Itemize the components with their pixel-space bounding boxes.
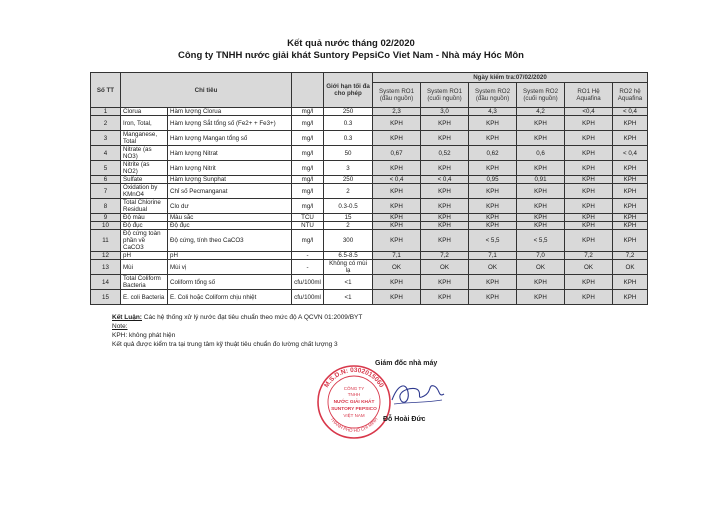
table-row	[91, 260, 648, 275]
table-row	[91, 252, 648, 260]
result-cell: OK	[613, 260, 648, 275]
result-cell: 0,6	[517, 146, 565, 161]
limit-cell: 2	[324, 184, 373, 199]
director-name: Đỗ Hoài Đức	[383, 416, 426, 423]
limit-cell: 2	[324, 222, 373, 230]
indicator-en: Oxidation by KMnO4	[121, 184, 168, 199]
director-title: Giám đốc nhà máy	[375, 360, 438, 367]
result-cell: KPH	[469, 275, 517, 290]
result-cell: KPH	[517, 214, 565, 222]
limit-cell: 250	[324, 176, 373, 184]
result-cell: KPH	[565, 161, 613, 176]
indicator-en: Total Chlorine Residual	[121, 199, 168, 214]
table-row	[91, 161, 648, 176]
indicator-en: Độ màu	[121, 214, 168, 222]
conclusion-block	[112, 313, 592, 349]
result-cell: KPH	[373, 222, 421, 230]
header-sro2-in: System RO2 (đầu nguồn)	[469, 83, 517, 108]
table-row	[91, 214, 648, 222]
header-sro1-in: System RO1 (đầu nguồn)	[373, 83, 421, 108]
note-kph: KPH: không phát hiện	[112, 332, 176, 339]
indicator-vn: Coliform tổng số	[168, 275, 292, 290]
indicator-en: Manganese, Total	[121, 131, 168, 146]
result-cell: KPH	[373, 199, 421, 214]
unit-cell: TCU	[292, 214, 324, 222]
result-cell: KPH	[373, 131, 421, 146]
indicator-en: Độ cứng toàn phần về CaCO3	[121, 230, 168, 252]
table-row	[91, 230, 648, 252]
unit-cell: NTU	[292, 222, 324, 230]
result-cell: KPH	[469, 131, 517, 146]
header-ro2: RO2 hệ Aquafina	[613, 83, 648, 108]
result-cell: OK	[373, 260, 421, 275]
result-cell: OK	[517, 260, 565, 275]
result-cell: KPH	[613, 214, 648, 222]
result-cell: KPH	[373, 290, 421, 305]
result-cell: KPH	[421, 161, 469, 176]
table-row	[91, 146, 648, 161]
result-cell: KPH	[421, 184, 469, 199]
result-cell: KPH	[469, 116, 517, 131]
result-cell: KPH	[517, 199, 565, 214]
indicator-vn: Hàm lượng Mangan tổng số	[168, 131, 292, 146]
row-number: 7	[91, 184, 121, 199]
row-number: 4	[91, 146, 121, 161]
limit-cell: <1	[324, 275, 373, 290]
conclusion-text: Các hệ thống xử lý nước đạt tiêu chuẩn theo mức độ A QCVN 01:2009/BYT	[141, 314, 363, 321]
limit-cell: 6.5-8.5	[324, 252, 373, 260]
result-cell: 7,2	[421, 252, 469, 260]
indicator-en: Iron, Total,	[121, 116, 168, 131]
indicator-vn: Hàm lượng Nitrat	[168, 146, 292, 161]
result-cell: KPH	[517, 275, 565, 290]
result-cell: KPH	[469, 161, 517, 176]
result-cell: 0,67	[373, 146, 421, 161]
note-standard: Kết quả được kiểm tra tại trung tâm kỹ thuật tiêu chuẩn đo lường chất lượng 3	[112, 341, 338, 348]
result-cell: KPH	[565, 116, 613, 131]
result-cell: KPH	[421, 131, 469, 146]
indicator-en: Độ đục	[121, 222, 168, 230]
limit-cell: 0.3	[324, 116, 373, 131]
row-number: 8	[91, 199, 121, 214]
unit-cell: cfu/100ml	[292, 275, 324, 290]
indicator-vn: Hàm lượng Sắt tổng số (Fe2+ + Fe3+)	[168, 116, 292, 131]
svg-text:SUNTORY PEPSICO: SUNTORY PEPSICO	[331, 407, 377, 412]
table-row	[91, 116, 648, 131]
result-cell: KPH	[373, 214, 421, 222]
result-cell: KPH	[565, 131, 613, 146]
row-number: 6	[91, 176, 121, 184]
indicator-vn: Hàm lượng Nitrit	[168, 161, 292, 176]
result-cell: 0,52	[421, 146, 469, 161]
result-cell: <0,4	[565, 108, 613, 116]
result-cell: 7,1	[469, 252, 517, 260]
indicator-vn: Màu sắc	[168, 214, 292, 222]
result-cell: KPH	[613, 199, 648, 214]
result-cell: KPH	[421, 116, 469, 131]
result-cell: < 0,4	[613, 146, 648, 161]
result-cell: KPH	[613, 131, 648, 146]
table-row	[91, 290, 648, 305]
result-cell: 3,0	[421, 108, 469, 116]
check-date: Ngày kiểm tra:07/02/2020	[373, 73, 648, 83]
result-cell: KPH	[565, 222, 613, 230]
result-cell: 7,0	[517, 252, 565, 260]
result-cell: 7,2	[613, 252, 648, 260]
unit-cell: mg/l	[292, 199, 324, 214]
unit-cell: -	[292, 260, 324, 275]
indicator-en: pH	[121, 252, 168, 260]
result-cell: KPH	[373, 184, 421, 199]
result-cell: KPH	[421, 214, 469, 222]
table-row	[91, 131, 648, 146]
result-cell: OK	[565, 260, 613, 275]
svg-text:CÔNG TY: CÔNG TY	[343, 386, 365, 391]
row-number: 2	[91, 116, 121, 131]
result-cell: KPH	[469, 214, 517, 222]
limit-cell: 0.3-0.5	[324, 199, 373, 214]
indicator-vn: Chỉ số Pecmanganat	[168, 184, 292, 199]
result-cell: KPH	[565, 146, 613, 161]
result-cell: 2,3	[373, 108, 421, 116]
row-number: 1	[91, 108, 121, 116]
svg-text:NƯỚC GIẢI KHÁT: NƯỚC GIẢI KHÁT	[333, 400, 375, 405]
result-cell: KPH	[565, 290, 613, 305]
result-cell: KPH	[373, 230, 421, 252]
svg-text:VIỆT NAM: VIỆT NAM	[343, 413, 365, 418]
results-body	[91, 108, 648, 305]
limit-cell: 50	[324, 146, 373, 161]
header-gioi-han: Giới hạn tối đa cho phép	[324, 73, 373, 108]
header-ro1: RO1 Hệ Aquafina	[565, 83, 613, 108]
indicator-vn: Độ cứng, tính theo CaCO3	[168, 230, 292, 252]
svg-text:THÀNH PHỐ HỒ CHÍ MINH: THÀNH PHỐ HỒ CHÍ MINH	[329, 416, 379, 434]
unit-cell: mg/l	[292, 230, 324, 252]
svg-text:M.S.D.N: 0302015060: M.S.D.N: 0302015060	[323, 366, 385, 389]
report-title: Kết quả nước tháng 02/2020	[287, 38, 415, 49]
row-number: 15	[91, 290, 121, 305]
result-cell: KPH	[613, 290, 648, 305]
result-cell: 7,1	[373, 252, 421, 260]
row-number: 11	[91, 230, 121, 252]
unit-cell: mg/l	[292, 131, 324, 146]
limit-cell: 3	[324, 161, 373, 176]
conclusion-line	[112, 313, 592, 322]
header-chi-tieu: Chỉ tiêu	[121, 73, 292, 108]
result-cell: KPH	[517, 184, 565, 199]
result-cell: KPH	[517, 131, 565, 146]
limit-cell: Không có mùi lạ	[324, 260, 373, 275]
result-cell: 0,95	[469, 176, 517, 184]
result-cell: OK	[469, 260, 517, 275]
indicator-vn: Hàm lượng Clorua	[168, 108, 292, 116]
director-signature	[388, 376, 448, 410]
result-cell: < 5,5	[517, 230, 565, 252]
result-cell: KPH	[565, 230, 613, 252]
result-cell: KPH	[373, 161, 421, 176]
header-sro2-out: System RO2 (cuối nguồn)	[517, 83, 565, 108]
limit-cell: 15	[324, 214, 373, 222]
result-cell: KPH	[373, 275, 421, 290]
row-number: 13	[91, 260, 121, 275]
table-row	[91, 184, 648, 199]
company-stamp	[316, 364, 392, 440]
table-row	[91, 222, 648, 230]
result-cell: KPH	[421, 275, 469, 290]
result-cell: KPH	[565, 214, 613, 222]
table-row	[91, 199, 648, 214]
result-cell: KPH	[613, 222, 648, 230]
conclusion-label: Kết Luận:	[112, 314, 142, 321]
row-number: 5	[91, 161, 121, 176]
row-number: 9	[91, 214, 121, 222]
unit-cell: cfu/100ml	[292, 290, 324, 305]
result-cell: OK	[421, 260, 469, 275]
result-cell: < 0,4	[373, 176, 421, 184]
result-cell: KPH	[517, 116, 565, 131]
result-cell: 4,3	[469, 108, 517, 116]
result-cell: KPH	[469, 199, 517, 214]
result-cell: KPH	[421, 222, 469, 230]
row-number: 3	[91, 131, 121, 146]
result-cell: KPH	[517, 290, 565, 305]
indicator-vn: Độ đục	[168, 222, 292, 230]
result-cell: KPH	[613, 275, 648, 290]
indicator-en: Total Coliform Bacteria	[121, 275, 168, 290]
row-number: 10	[91, 222, 121, 230]
indicator-vn: pH	[168, 252, 292, 260]
result-cell: KPH	[613, 176, 648, 184]
indicator-vn: Clo dư	[168, 199, 292, 214]
indicator-en: E. coli Bacteria	[121, 290, 168, 305]
result-cell: KPH	[421, 199, 469, 214]
result-cell: < 0,4	[613, 108, 648, 116]
result-cell: KPH	[421, 230, 469, 252]
result-cell: KPH	[469, 222, 517, 230]
result-cell: 0,62	[469, 146, 517, 161]
limit-cell: 0.3	[324, 131, 373, 146]
table-row	[91, 176, 648, 184]
indicator-en: Nitrite (as NO2)	[121, 161, 168, 176]
unit-cell: mg/l	[292, 161, 324, 176]
result-cell: 0,91	[517, 176, 565, 184]
indicator-vn: Hàm lượng Sunphat	[168, 176, 292, 184]
table-row	[91, 275, 648, 290]
row-number: 14	[91, 275, 121, 290]
result-cell: KPH	[565, 275, 613, 290]
result-cell: KPH	[469, 290, 517, 305]
result-cell: KPH	[565, 199, 613, 214]
header-sro1-out: System RO1 (cuối nguồn)	[421, 83, 469, 108]
limit-cell: 250	[324, 108, 373, 116]
result-cell: KPH	[373, 116, 421, 131]
result-cell: KPH	[613, 116, 648, 131]
unit-cell: mg/l	[292, 176, 324, 184]
result-cell: KPH	[613, 230, 648, 252]
limit-cell: <1	[324, 290, 373, 305]
header-unit-blank	[292, 73, 324, 108]
result-cell: < 0,4	[421, 176, 469, 184]
result-cell: KPH	[517, 222, 565, 230]
result-cell: KPH	[565, 176, 613, 184]
result-cell: KPH	[613, 161, 648, 176]
unit-cell: mg/l	[292, 146, 324, 161]
table-row	[91, 108, 648, 116]
indicator-en: Sulfate	[121, 176, 168, 184]
row-number: 12	[91, 252, 121, 260]
result-cell: < 5,5	[469, 230, 517, 252]
unit-cell: mg/l	[292, 108, 324, 116]
result-cell: KPH	[565, 184, 613, 199]
result-cell: 7,2	[565, 252, 613, 260]
header-stt: Số TT	[91, 73, 121, 108]
result-cell: KPH	[613, 184, 648, 199]
result-cell: KPH	[469, 184, 517, 199]
svg-text:TNHH: TNHH	[347, 392, 361, 397]
indicator-en: Nitrate (as NO3)	[121, 146, 168, 161]
limit-cell: 300	[324, 230, 373, 252]
unit-cell: -	[292, 252, 324, 260]
note-label: Note:	[112, 323, 128, 330]
report-subtitle: Công ty TNHH nước giải khát Suntory PepsiCo Viet Nam - Nhà máy Hóc Môn	[177, 50, 524, 61]
unit-cell: mg/l	[292, 184, 324, 199]
result-cell: KPH	[517, 161, 565, 176]
indicator-en: Clorua	[121, 108, 168, 116]
unit-cell: mg/l	[292, 116, 324, 131]
indicator-vn: Mùi vị	[168, 260, 292, 275]
result-cell: KPH	[421, 290, 469, 305]
results-table	[90, 72, 648, 305]
indicator-en: Mùi	[121, 260, 168, 275]
result-cell: 4,2	[517, 108, 565, 116]
indicator-vn: E. Coli hoặc Coliform chịu nhiệt	[168, 290, 292, 305]
